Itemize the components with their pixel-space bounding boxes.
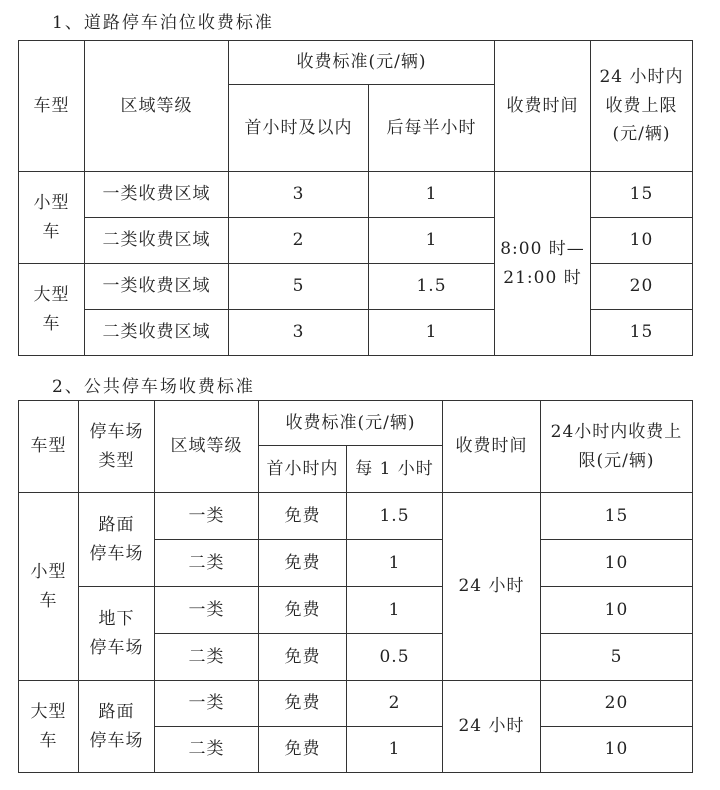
first-hour-cell: 5 [229, 264, 369, 310]
first-hour-cell: 3 [229, 310, 369, 356]
zone-cell: 二类收费区域 [85, 310, 229, 356]
per-hour-cell: 1 [347, 727, 443, 773]
per-half-hour-cell: 1 [369, 218, 495, 264]
vehicle-large-car [19, 681, 79, 773]
header-daily-cap-line1: 24 小时内 [599, 66, 684, 87]
vehicle-large-car-line2: 车 [42, 313, 61, 334]
header-daily-cap [541, 401, 693, 493]
per-hour-cell: 2 [347, 681, 443, 727]
vehicle-large-car-line1: 大型 [30, 701, 67, 722]
charge-time-cell: 24 小时 [443, 681, 541, 773]
vehicle-small-car [19, 172, 85, 264]
header-first-hour: 首小时及以内 [229, 85, 369, 172]
per-hour-cell: 0.5 [347, 634, 443, 681]
first-hour-cell: 2 [229, 218, 369, 264]
vehicle-large-car [19, 264, 85, 356]
cap-cell: 10 [541, 587, 693, 634]
lot-type-surface-line1: 路面 [98, 514, 135, 535]
header-vehicle-type: 车型 [19, 41, 85, 172]
zone-cell: 一类 [155, 493, 259, 540]
lot-type-underground-line2: 停车场 [89, 637, 144, 658]
charge-time-line1: 8:00 时— [500, 238, 585, 259]
cap-cell: 20 [591, 264, 693, 310]
zone-cell: 二类收费区域 [85, 218, 229, 264]
vehicle-small-car-line1: 小型 [33, 192, 70, 213]
cap-cell: 20 [541, 681, 693, 727]
zone-cell: 一类 [155, 681, 259, 727]
zone-cell: 一类收费区域 [85, 172, 229, 218]
lot-type-underground-line1: 地下 [98, 608, 135, 629]
per-hour-cell: 1.5 [347, 493, 443, 540]
vehicle-large-car-line1: 大型 [33, 284, 70, 305]
first-hour-cell: 免费 [259, 540, 347, 587]
per-half-hour-cell: 1 [369, 172, 495, 218]
cap-cell: 15 [591, 310, 693, 356]
section2-title: 2、公共停车场收费标准 [52, 377, 255, 397]
road-parking-fee-table [18, 40, 693, 356]
header-vehicle-type: 车型 [19, 401, 79, 493]
header-per-half-hour: 后每半小时 [369, 85, 495, 172]
zone-cell: 二类 [155, 727, 259, 773]
first-hour-cell: 3 [229, 172, 369, 218]
lot-type-underground [79, 587, 155, 681]
vehicle-large-car-line2: 车 [39, 730, 58, 751]
first-hour-cell: 免费 [259, 727, 347, 773]
per-half-hour-cell: 1.5 [369, 264, 495, 310]
header-daily-cap-line2: 收费上限 [605, 95, 678, 116]
first-hour-cell: 免费 [259, 634, 347, 681]
header-fee-standard: 收费标准(元/辆) [259, 401, 443, 446]
first-hour-cell: 免费 [259, 587, 347, 634]
cap-cell: 5 [541, 634, 693, 681]
section1-title: 1、道路停车泊位收费标准 [52, 13, 274, 33]
header-zone-level: 区域等级 [155, 401, 259, 493]
cap-cell: 10 [541, 540, 693, 587]
zone-cell: 二类 [155, 540, 259, 587]
vehicle-small-car-line1: 小型 [30, 561, 67, 582]
header-lot-type-line2: 类型 [98, 450, 135, 471]
vehicle-small-car [19, 493, 79, 681]
header-charge-time: 收费时间 [495, 41, 591, 172]
charge-time-cell: 24 小时 [443, 493, 541, 681]
cap-cell: 15 [591, 172, 693, 218]
header-daily-cap-line3: (元/辆) [612, 124, 671, 145]
header-fee-standard: 收费标准(元/辆) [229, 41, 495, 85]
header-daily-cap-line1: 24小时内收费上 [550, 421, 683, 442]
charge-time-line2: 21:00 时 [503, 267, 582, 288]
lot-type-surface [79, 493, 155, 587]
public-parking-fee-table [18, 400, 693, 773]
header-lot-type-line1: 停车场 [89, 421, 144, 442]
zone-cell: 一类 [155, 587, 259, 634]
first-hour-cell: 免费 [259, 681, 347, 727]
lot-type-surface-large-line2: 停车场 [89, 730, 144, 751]
per-hour-cell: 1 [347, 540, 443, 587]
cap-cell: 10 [541, 727, 693, 773]
header-zone-level: 区域等级 [85, 41, 229, 172]
cap-cell: 15 [541, 493, 693, 540]
cap-cell: 10 [591, 218, 693, 264]
lot-type-surface-large-line1: 路面 [98, 701, 135, 722]
header-lot-type [79, 401, 155, 493]
lot-type-surface-line2: 停车场 [89, 543, 144, 564]
zone-cell: 一类收费区域 [85, 264, 229, 310]
header-daily-cap-line2: 限(元/辆) [578, 450, 655, 471]
per-half-hour-cell: 1 [369, 310, 495, 356]
vehicle-small-car-line2: 车 [42, 221, 61, 242]
header-first-hour: 首小时内 [259, 446, 347, 493]
first-hour-cell: 免费 [259, 493, 347, 540]
zone-cell: 二类 [155, 634, 259, 681]
charge-time-cell [495, 172, 591, 356]
header-charge-time: 收费时间 [443, 401, 541, 493]
vehicle-small-car-line2: 车 [39, 590, 58, 611]
lot-type-surface-large [79, 681, 155, 773]
header-daily-cap [591, 41, 693, 172]
per-hour-cell: 1 [347, 587, 443, 634]
header-per-hour: 每 1 小时 [347, 446, 443, 493]
